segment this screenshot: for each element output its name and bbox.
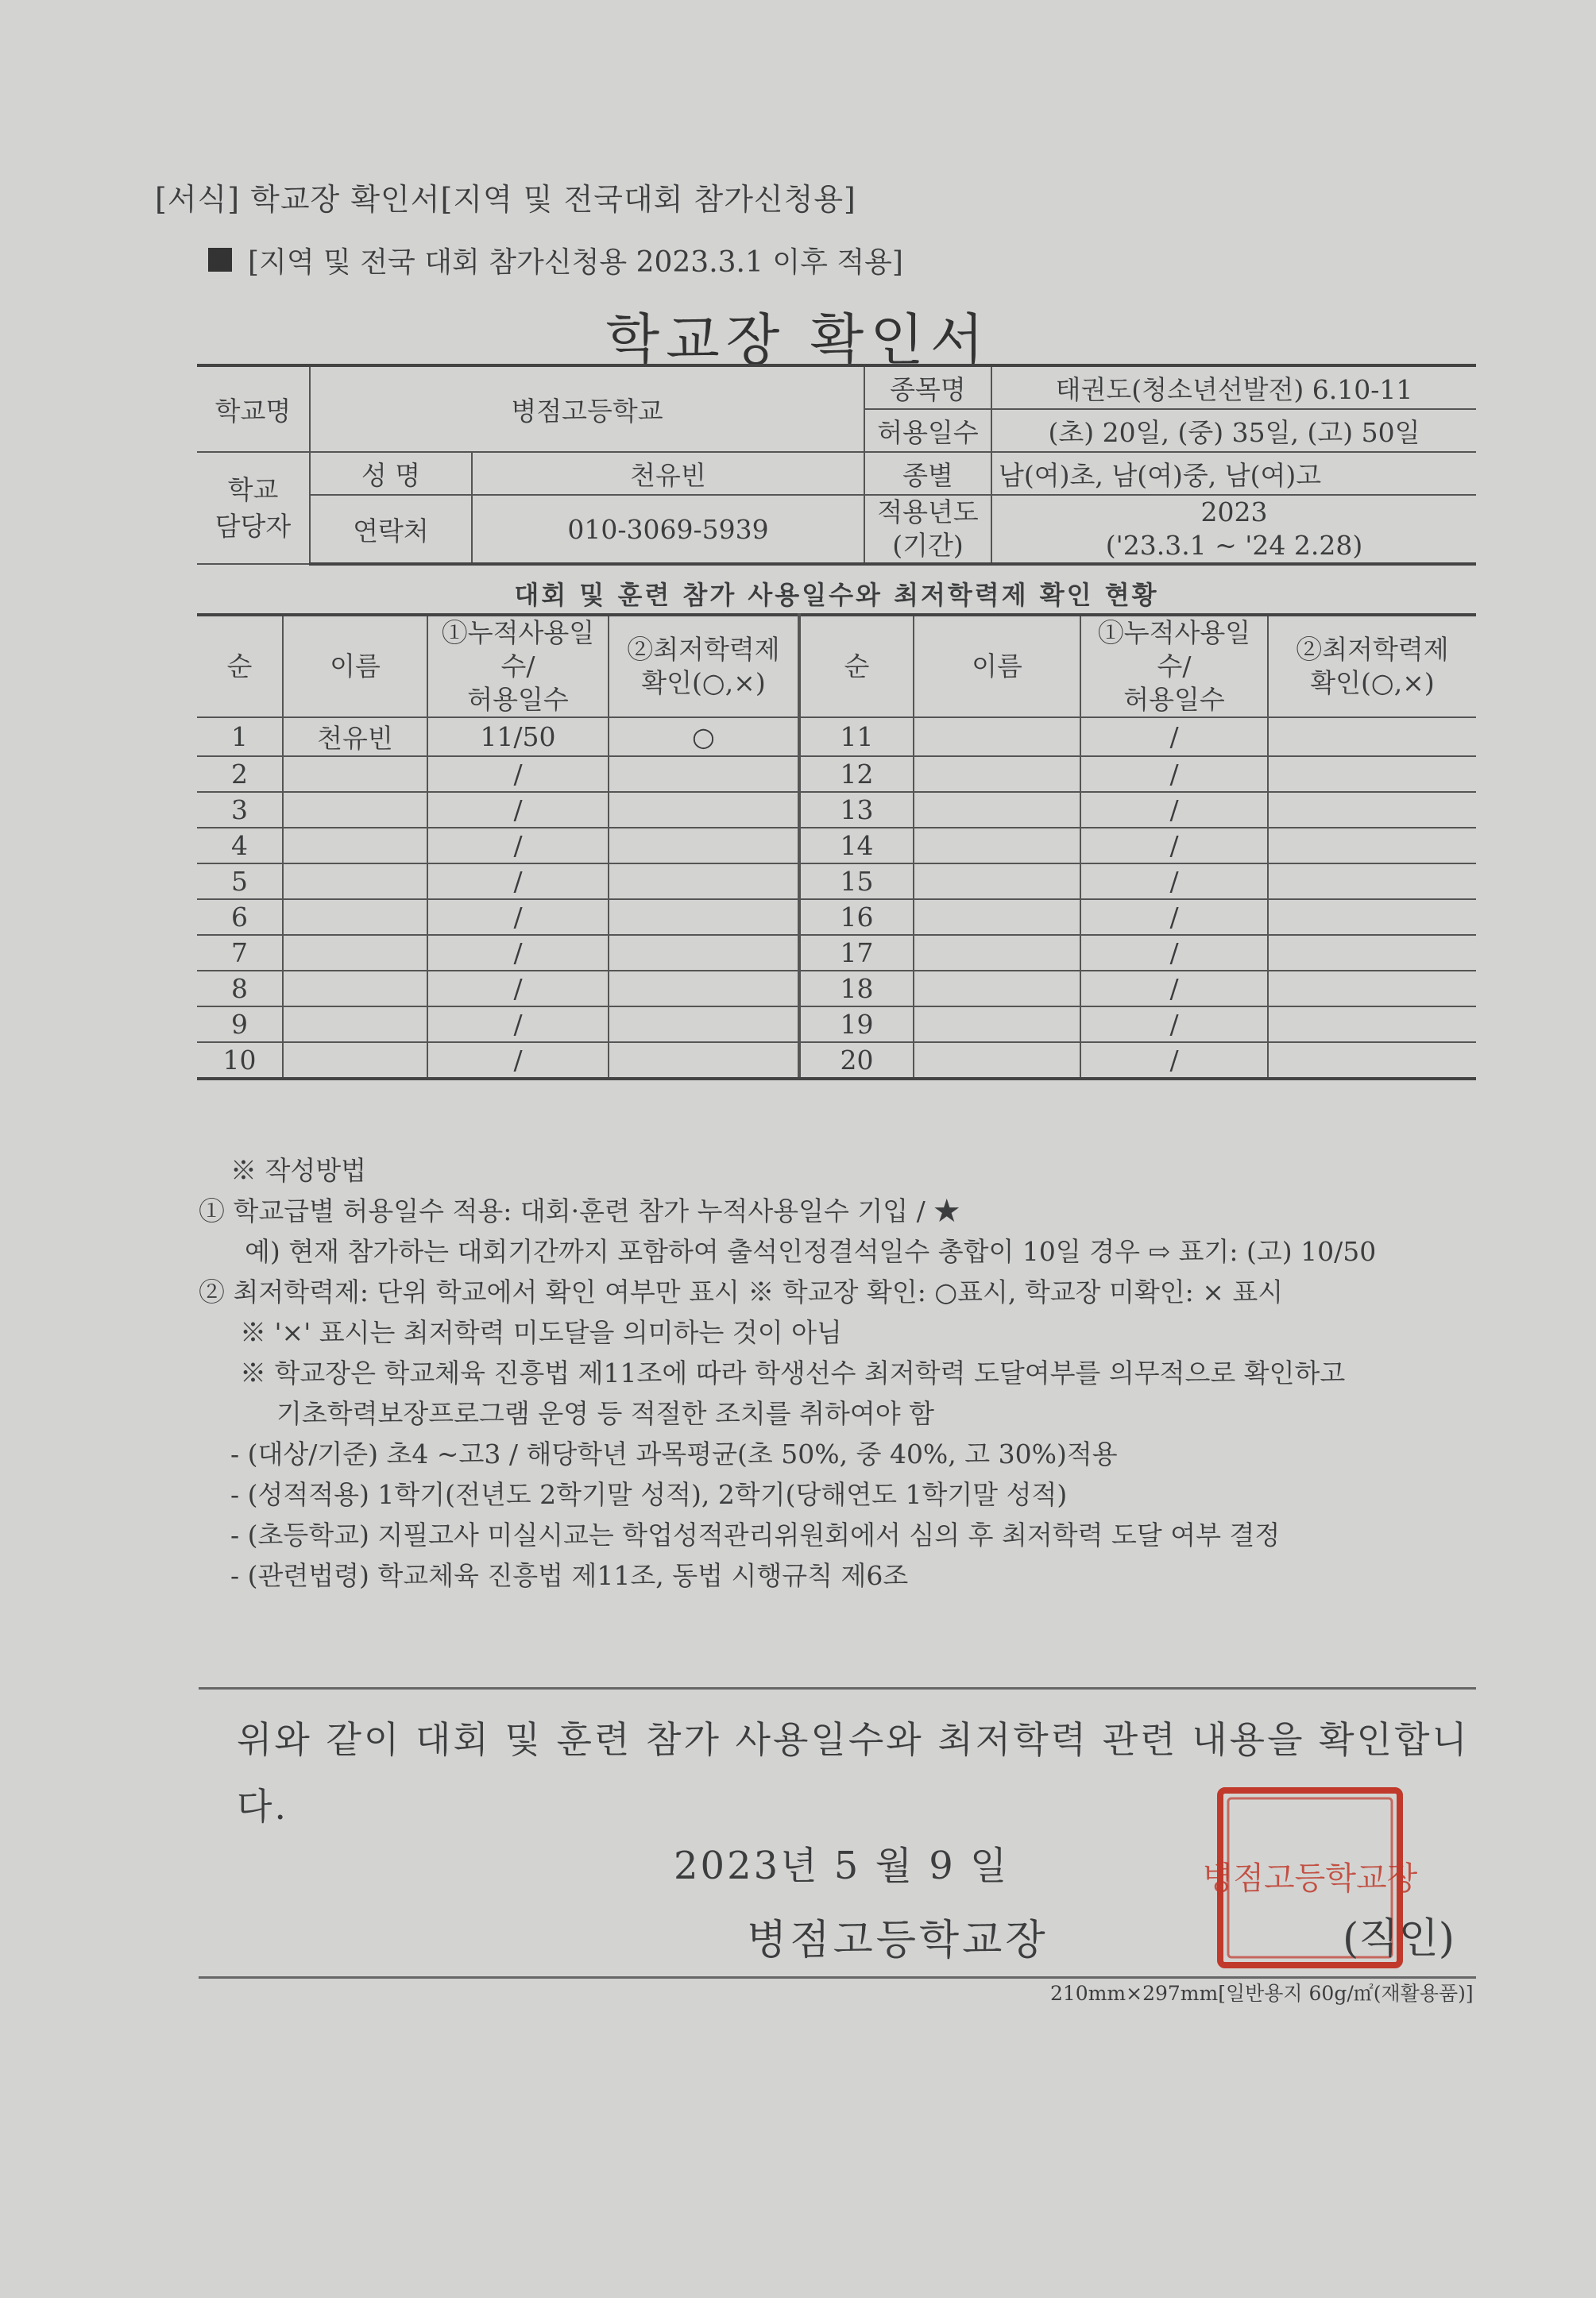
stamp-text: 병점고등학교장 — [1202, 1860, 1418, 1897]
header-days: ①누적사용일수/ 허용일수 — [1080, 615, 1268, 717]
category-label: 종별 — [864, 452, 991, 495]
note-line: - (초등학교) 지필고사 미실시교는 학업성적관리위원회에서 심의 후 최저학력 도달 여부 결정 — [230, 1520, 1281, 1551]
table-row: 6 / 16 / — [197, 899, 1476, 935]
subheader: [지역 및 전국 대회 참가신청용 2023.3.1 이후 적용] — [248, 246, 903, 279]
note-line: - (성적적용) 1학기(전년도 2학기말 성적), 2학기(당해연도 1학기말 성적) — [230, 1479, 1068, 1510]
paper-spec: 210mm×297mm[일반용지 60g/㎡(재활용품)] — [1050, 1982, 1474, 2005]
contact-value: 010-3069-5939 — [472, 495, 864, 564]
year-value: 2023 — [1200, 496, 1268, 527]
note-line: ② 최저학력제: 단위 학교에서 확인 여부만 표시 ※ 학교장 확인: ○표시, 학교장 미확인: × 표시 — [199, 1276, 1284, 1307]
header-seq: 순 — [799, 615, 914, 717]
instructions — [199, 1150, 1376, 1596]
event-value: 태권도(청소년선발전) 6.10-11 — [991, 365, 1476, 409]
table-row: 8 / 18 / — [197, 971, 1476, 1006]
table-row: 5 / 15 / — [197, 863, 1476, 899]
year-label — [864, 495, 991, 564]
header-check: ②최저학력제 확인(○,×) — [609, 615, 799, 717]
name-label: 성 명 — [310, 452, 472, 495]
principal-name: 병점고등학교장 — [747, 1917, 1049, 1964]
note-line: ※ 학교장은 학교체육 진흥법 제11조에 따라 학생선수 최저학력 도달여부를 의무적으로 확인하고 — [240, 1358, 1346, 1388]
table-row: 3 / 13 / — [197, 792, 1476, 828]
period-value: ('23.3.1 ~ '24 2.28) — [1105, 530, 1363, 561]
manager-label — [197, 452, 310, 564]
form-label: [서식] 학교장 확인서[지역 및 전국대회 참가신청용] — [155, 182, 856, 217]
school-label: 학교명 — [197, 365, 310, 452]
square-bullet-icon — [208, 248, 232, 272]
note-line: 기초학력보장프로그램 운영 등 적절한 조치를 취하여야 함 — [276, 1398, 935, 1429]
allowed-days-label: 허용일수 — [864, 409, 991, 452]
header-name: 이름 — [914, 615, 1080, 717]
note-line: ① 학교급별 허용일수 적용: 대회·훈련 참가 누적사용일수 기입 / ★ — [199, 1195, 960, 1226]
note-line: ※ '×' 표시는 최저학력 미도달을 의미하는 것이 아님 — [240, 1317, 842, 1348]
year-label-line1: 적용년도 — [877, 496, 979, 527]
table-row: 7 / 17 / — [197, 935, 1476, 971]
issue-date: 2023년 5 월 9 일 — [674, 1844, 1010, 1888]
seal-suffix: (직인) — [1343, 1915, 1455, 1963]
manager-label-line1: 학교 — [227, 473, 279, 505]
header-days: ①누적사용일수/ 허용일수 — [427, 615, 609, 717]
participation-table — [197, 613, 1476, 1080]
event-label: 종목명 — [864, 365, 991, 409]
table-row: 4 / 14 / — [197, 828, 1476, 863]
contact-label: 연락처 — [310, 495, 472, 564]
header-check: ②최저학력제 확인(○,×) — [1268, 615, 1476, 717]
note-line: 예) 현재 참가하는 대회기간까지 포함하여 출석인정결석일수 총합이 10일 경우 ⇨ 표기: (고) 10/50 — [245, 1236, 1377, 1267]
instructions-heading: ※ 작성방법 — [230, 1155, 367, 1186]
year-value-cell — [991, 495, 1476, 564]
divider — [199, 1687, 1476, 1690]
note-line: - (대상/기준) 초4 ~고3 / 해당학년 과목평균(초 50%, 중 40%, 고 30%)적용 — [230, 1439, 1118, 1470]
table-row: 10 / 20 / — [197, 1042, 1476, 1079]
header-seq: 순 — [197, 615, 283, 717]
table-row: 1 천유빈 11/50 ○ 11 / — [197, 717, 1476, 756]
category-value: 남(여)초, 남(여)중, 남(여)고 — [991, 452, 1476, 495]
confirmation-text: 위와 같이 대회 및 훈련 참가 사용일수와 최저학력 관련 내용을 확인합니다. — [237, 1718, 1470, 1828]
note-line: - (관련법령) 학교체육 진흥법 제11조, 동법 시행규칙 제6조 — [230, 1560, 909, 1591]
section-title: 대회 및 훈련 참가 사용일수와 최저학력제 확인 현황 — [514, 580, 1159, 610]
year-label-line2: (기간) — [892, 530, 964, 561]
school-info-table — [197, 364, 1476, 566]
table-row: 2 / 12 / — [197, 756, 1476, 792]
name-value: 천유빈 — [472, 452, 864, 495]
manager-label-line2: 담당자 — [214, 510, 292, 542]
school-name: 병점고등학교 — [310, 365, 864, 452]
page-title: 학교장 확인서 — [605, 307, 991, 373]
header-name: 이름 — [283, 615, 427, 717]
table-row: 9 / 19 / — [197, 1006, 1476, 1042]
allowed-days-value: (초) 20일, (중) 35일, (고) 50일 — [991, 409, 1476, 452]
